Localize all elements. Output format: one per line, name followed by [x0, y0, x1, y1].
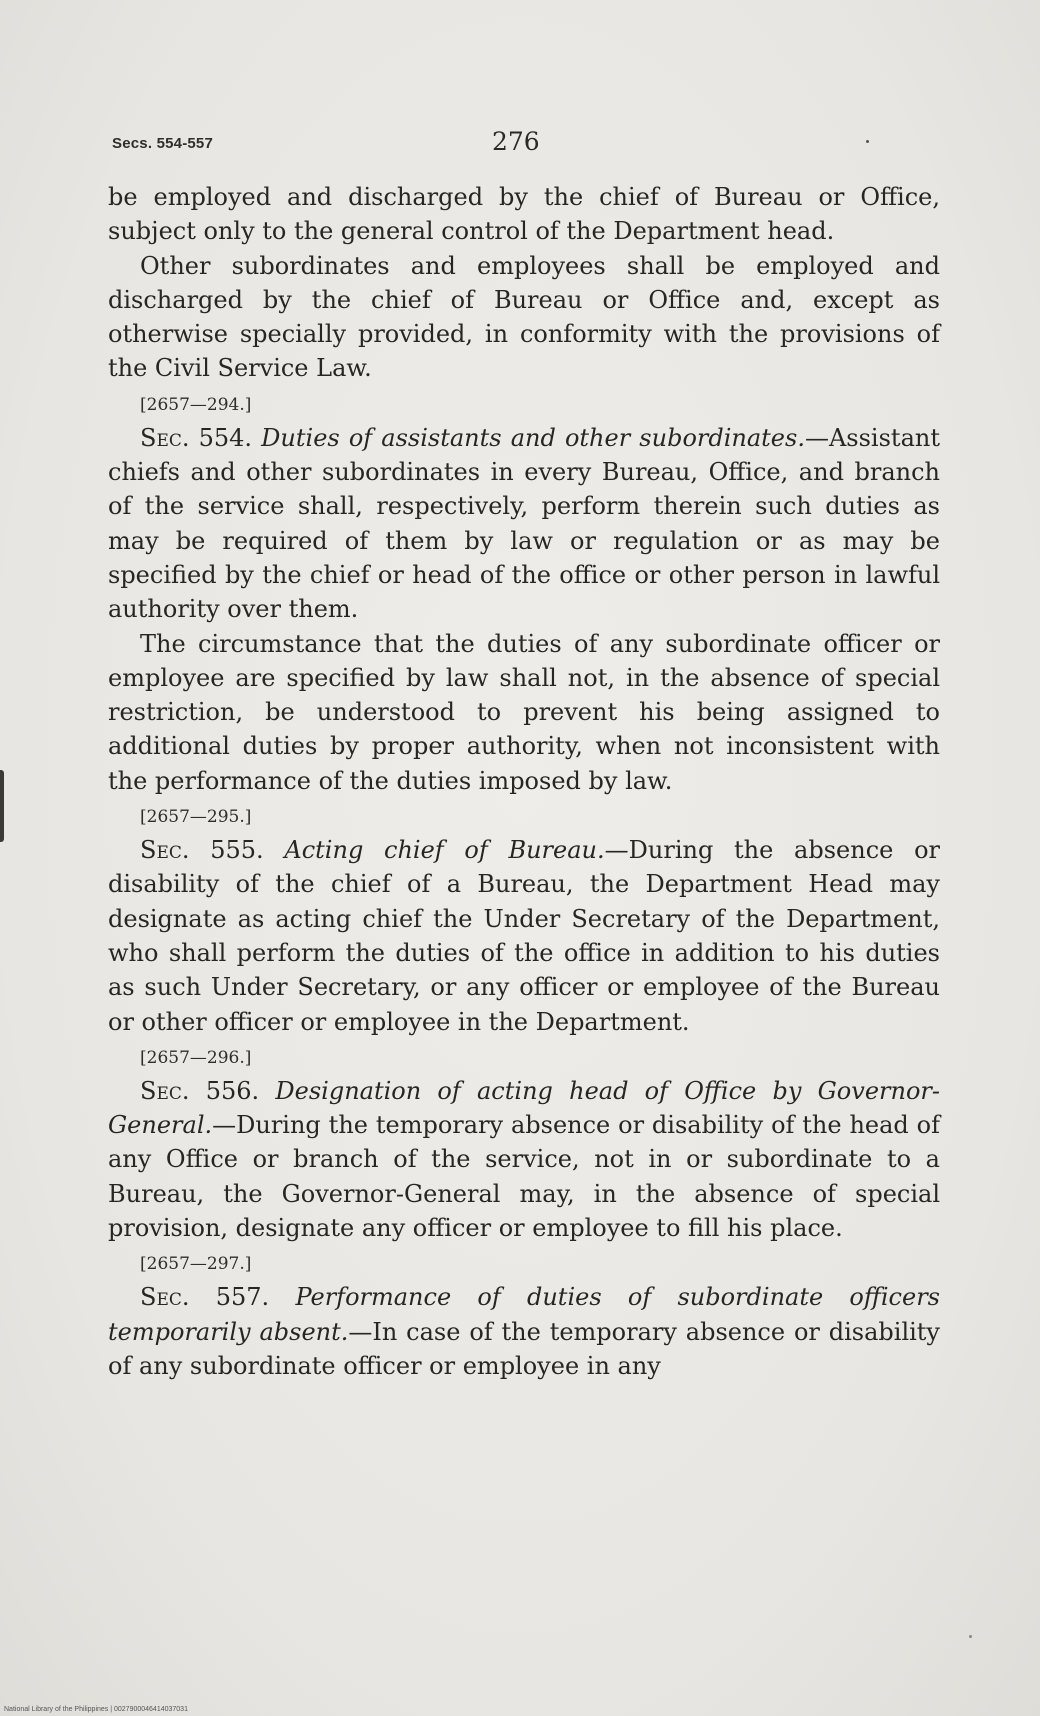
running-head: Secs. 554-557 [112, 135, 214, 152]
source-reference: [2657—295.] [140, 807, 252, 828]
section-556 [108, 1074, 940, 1245]
section-554 [108, 421, 940, 627]
paragraph: The circumstance that the duties of any subordinate officer or employee are specified by law shall not, in the absence of special restriction, be understood to prevent his being assigned to additional duties by proper authority, when not inconsistent with the performance of the duties imposed by law. [108, 629, 940, 795]
section-557 [108, 1280, 940, 1383]
section-body: —During the temporary absence or disability of the head of any Office or branch of the service, not in or subordinate to a Bureau, the Governor-General may, in the absence of special provision, designate any officer or employee to fill his place. [108, 1111, 940, 1243]
source-reference: [2657—294.] [140, 394, 252, 415]
section-label: Sec. 556. [140, 1076, 260, 1105]
section-body: —Assistant chiefs and other subordinates in every Bureau, Office, and branch of the service shall, respectively, perform therein such duties as may be required of them by law or regulation or as may be specified by the chief or head of the office or other person in lawful authority over them. [108, 423, 940, 624]
scan-speck [969, 1635, 972, 1638]
paragraph-continued: be employed and discharged by the chief of Bureau or Office, subject only to the general control of the Department head. [108, 183, 940, 246]
section-body: —During the absence or disability of the chief of a Bureau, the Department Head may designate as acting chief the Under Secretary of the Department, who shall perform the duties of the office in addition to his duties as such Under Secretary, or any officer or employee of the Bureau or other officer or employee in the Department. [108, 836, 940, 1036]
page-header [112, 127, 932, 157]
section-label: Sec. 557. [140, 1283, 270, 1312]
section-title: Designation of acting head of Office by Governor-General. [108, 1076, 940, 1140]
section-555 [108, 833, 940, 1039]
scan-edge-mark [0, 770, 4, 842]
section-title: Acting chief of Bureau. [284, 836, 605, 865]
source-reference: [2657—297.] [140, 1254, 252, 1275]
section-title: Performance of duties of subordinate officers temporarily absent. [108, 1283, 940, 1346]
section-title: Duties of assistants and other subordinates. [261, 423, 805, 452]
section-label: Sec. 554. [140, 423, 253, 452]
body-text [108, 180, 940, 1383]
page-number: 276 [492, 127, 540, 156]
scan-speck [866, 140, 869, 143]
section-label: Sec. 555. [140, 836, 264, 865]
source-reference: [2657—296.] [140, 1047, 252, 1068]
library-footer: National Library of the Philippines | 0027900046414037031 [4, 1706, 188, 1713]
section-body: —In case of the temporary absence or disability of any subordinate officer or employee in any [108, 1317, 940, 1380]
paragraph: Other subordinates and employees shall be employed and discharged by the chief of Bureau or Office and, except as otherwise specially provided, in conformity with the provisions of the Civil Service Law. [108, 251, 940, 383]
